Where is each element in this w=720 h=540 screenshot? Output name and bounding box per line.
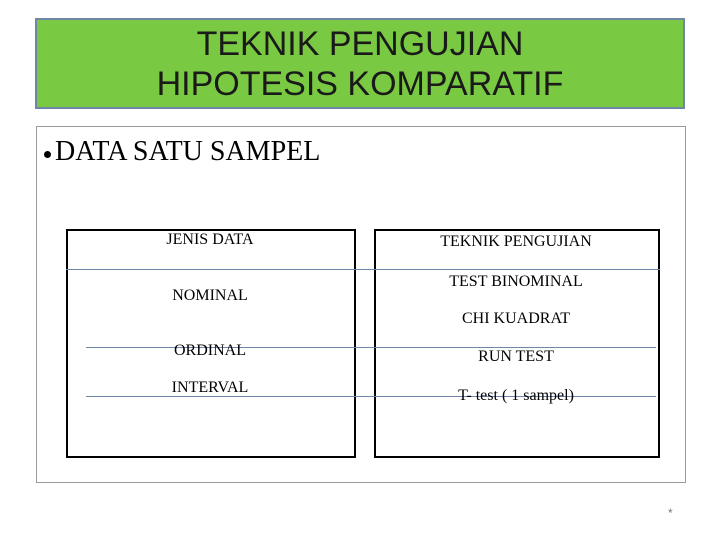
right-item-t-test: T- test ( 1 sampel) (458, 387, 574, 404)
left-header: JENIS DATA (166, 231, 254, 248)
slide-title-line-2: HIPOTESIS KOMPARATIF (156, 64, 564, 103)
right-item-binominal: TEST BINOMINAL (449, 273, 583, 290)
left-item-nominal: NOMINAL (172, 287, 248, 304)
row-divider (86, 347, 656, 348)
left-item-interval: INTERVAL (171, 379, 249, 396)
right-header: TEKNIK PENGUJIAN (440, 233, 592, 250)
left-item-ordinal: ORDINAL (174, 342, 246, 359)
bullet-text: DATA SATU SAMPEL (55, 136, 321, 167)
slide-title-box (35, 18, 685, 109)
right-item-chi-kuadrat: CHI KUADRAT (462, 310, 570, 327)
header-divider (66, 269, 660, 270)
bullet-dot-icon (44, 151, 51, 158)
page-mark: * (668, 506, 673, 520)
bullet-item (44, 136, 320, 168)
right-column-box (374, 229, 660, 458)
right-item-run-test: RUN TEST (478, 348, 554, 365)
slide-title-line-1: TEKNIK PENGUJIAN (196, 24, 524, 63)
